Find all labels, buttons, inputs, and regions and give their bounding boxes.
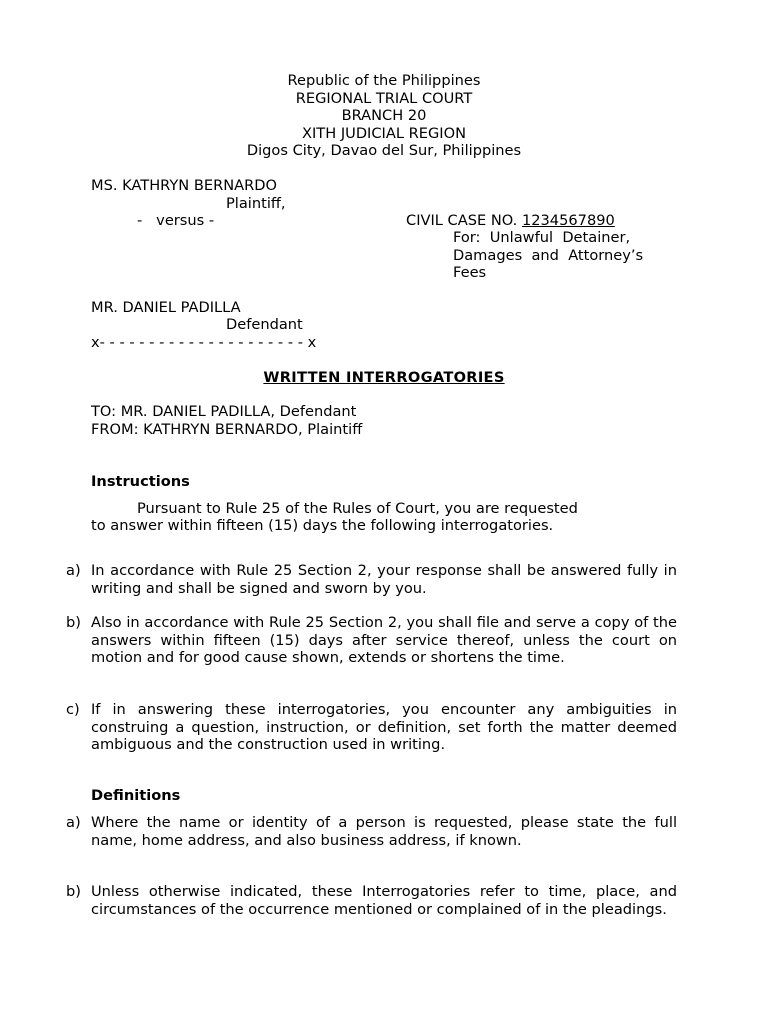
definition-b-text: Unless otherwise indicated, these Interrogatories refer to time, place, and circumstances of the occurrence mentioned or complained of in the pleadings. [91,883,677,918]
defendant-role: Defendant [226,316,303,333]
case-for-line3: Fees [453,264,487,281]
header-region: XITH JUDICIAL REGION [302,125,466,142]
addressed-from: FROM: KATHRYN BERNARDO, Plaintiff [91,421,363,438]
definition-a-text: Where the name or identity of a person is requested, please state the full name, home address, and also business address, if known. [91,814,677,849]
definitions-heading: Definitions [91,787,181,804]
case-label: CIVIL CASE NO. [406,212,518,229]
plaintiff-name: MS. KATHRYN BERNARDO [91,177,277,194]
header-court: REGIONAL TRIAL COURT [295,90,473,107]
header-location: Digos City, Davao del Sur, Philippines [246,142,522,159]
definition-b-label: b) [66,883,81,900]
instruction-b-text: Also in accordance with Rule 25 Section 2, you shall file and serve a copy of the answers within fifteen (15) days after service thereof, unless the court on motion and for good cause shown, extends or shortens the time. [91,614,677,666]
defendant-name: MR. DANIEL PADILLA [91,299,241,316]
instructions-heading: Instructions [91,473,190,490]
instructions-intro-line2: to answer within fifteen (15) days the following interrogatories. [91,517,554,534]
definition-a-label: a) [66,814,81,831]
instruction-c-text: If in answering these interrogatories, you encounter any ambiguities in construing a question, instruction, or definition, set forth the matter deemed ambiguous and the construction used in writing. [91,701,677,753]
case-for-line1: For: Unlawful Detainer, [453,229,631,246]
case-for-line2: Damages and Attorney’s [453,247,644,264]
instructions-intro-line1: Pursuant to Rule 25 of the Rules of Court, you are requested [137,500,578,517]
document-title: WRITTEN INTERROGATORIES [263,369,505,386]
versus-label: - versus - [137,212,215,229]
case-number: 1234567890 [521,212,615,229]
header-branch: BRANCH 20 [341,107,427,124]
instruction-a-text: In accordance with Rule 25 Section 2, your response shall be answered fully in writing and shall be signed and sworn by you. [91,562,677,597]
plaintiff-role: Plaintiff, [226,195,286,212]
instruction-c-label: c) [66,701,80,718]
instruction-a-label: a) [66,562,81,579]
addressed-to: TO: MR. DANIEL PADILLA, Defendant [91,403,357,420]
civil-case-line [406,212,615,230]
caption-separator: x- - - - - - - - - - - - - - - - - - - - - x [91,334,317,351]
instruction-b-label: b) [66,614,81,631]
header-republic: Republic of the Philippines [287,72,481,89]
